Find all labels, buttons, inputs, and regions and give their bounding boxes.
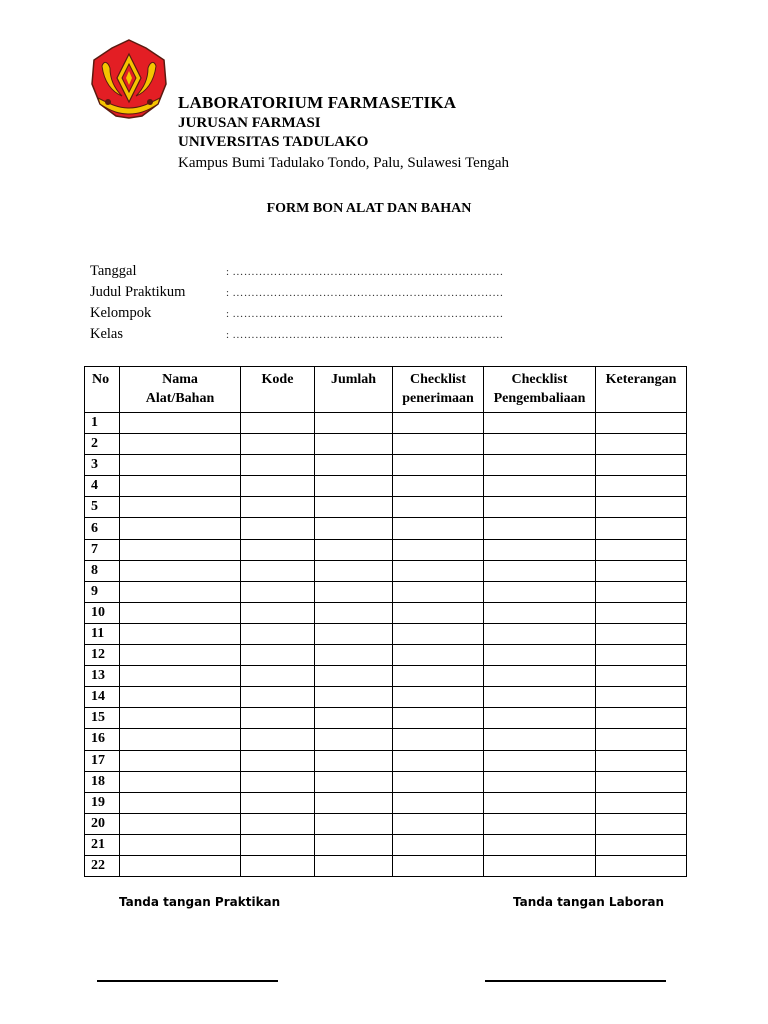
cell-jumlah <box>315 687 393 708</box>
cell-penerimaan <box>393 687 484 708</box>
cell-penerimaan <box>393 434 484 455</box>
form-title: FORM BON ALAT DAN BAHAN <box>266 201 472 216</box>
cell-kode <box>241 434 315 455</box>
letterhead <box>178 92 509 173</box>
cell-keterangan <box>596 581 687 602</box>
table-row <box>85 855 687 876</box>
cell-pengembalian <box>484 645 596 666</box>
cell-kode <box>241 413 315 434</box>
department-name: JURUSAN FARMASI <box>178 115 321 131</box>
university-logo <box>88 38 170 120</box>
header-checklist-pengembalian: Checklist Pengembaliaan <box>484 367 596 413</box>
cell-jumlah <box>315 476 393 497</box>
field-label: Kelompok <box>90 305 152 321</box>
cell-pengembalian <box>484 602 596 623</box>
cell-kode <box>241 729 315 750</box>
cell-jumlah <box>315 792 393 813</box>
table-row <box>85 497 687 518</box>
items-table <box>84 366 687 877</box>
cell-nama <box>120 539 241 560</box>
cell-jumlah <box>315 666 393 687</box>
cell-pengembalian <box>484 813 596 834</box>
table-row <box>85 666 687 687</box>
cell-nama <box>120 729 241 750</box>
row-number: 9 <box>85 581 120 602</box>
cell-keterangan <box>596 750 687 771</box>
row-number: 8 <box>85 560 120 581</box>
row-number: 2 <box>85 434 120 455</box>
cell-penerimaan <box>393 792 484 813</box>
cell-jumlah <box>315 750 393 771</box>
cell-pengembalian <box>484 560 596 581</box>
signature-line-praktikan <box>97 980 278 982</box>
cell-jumlah <box>315 455 393 476</box>
table-row <box>85 539 687 560</box>
cell-kode <box>241 581 315 602</box>
table-row <box>85 581 687 602</box>
cell-jumlah <box>315 834 393 855</box>
cell-penerimaan <box>393 539 484 560</box>
cell-jumlah <box>315 560 393 581</box>
cell-kode <box>241 813 315 834</box>
cell-pengembalian <box>484 729 596 750</box>
cell-pengembalian <box>484 623 596 644</box>
row-number: 7 <box>85 539 120 560</box>
cell-nama <box>120 476 241 497</box>
cell-kode <box>241 645 315 666</box>
cell-pengembalian <box>484 666 596 687</box>
header-nama-alat-bahan: Nama Alat/Bahan <box>120 367 241 413</box>
cell-keterangan <box>596 708 687 729</box>
field-blank: : ……………………………………………………………… <box>226 307 504 320</box>
signature-line-laboran <box>485 980 666 982</box>
table-row <box>85 455 687 476</box>
row-number: 1 <box>85 413 120 434</box>
field-kelompok <box>90 303 504 324</box>
cell-kode <box>241 708 315 729</box>
form-fields <box>90 261 504 345</box>
cell-kode <box>241 455 315 476</box>
cell-nama <box>120 497 241 518</box>
cell-penerimaan <box>393 560 484 581</box>
cell-nama <box>120 813 241 834</box>
cell-keterangan <box>596 813 687 834</box>
cell-kode <box>241 666 315 687</box>
cell-penerimaan <box>393 813 484 834</box>
cell-penerimaan <box>393 771 484 792</box>
table-row <box>85 708 687 729</box>
cell-kode <box>241 771 315 792</box>
cell-penerimaan <box>393 666 484 687</box>
cell-penerimaan <box>393 855 484 876</box>
cell-nama <box>120 687 241 708</box>
cell-penerimaan <box>393 602 484 623</box>
cell-pengembalian <box>484 834 596 855</box>
cell-penerimaan <box>393 750 484 771</box>
cell-kode <box>241 623 315 644</box>
lab-name: LABORATORIUM FARMASETIKA <box>178 93 457 112</box>
field-blank: : ……………………………………………………………… <box>226 286 504 299</box>
cell-kode <box>241 792 315 813</box>
cell-nama <box>120 645 241 666</box>
table-row <box>85 792 687 813</box>
table-row <box>85 687 687 708</box>
table-row <box>85 413 687 434</box>
cell-pengembalian <box>484 855 596 876</box>
signature-label-praktikan: Tanda tangan Praktikan <box>119 895 281 909</box>
field-judul-praktikum <box>90 282 504 303</box>
cell-keterangan <box>596 645 687 666</box>
cell-nama <box>120 455 241 476</box>
cell-penerimaan <box>393 497 484 518</box>
cell-keterangan <box>596 687 687 708</box>
cell-keterangan <box>596 855 687 876</box>
row-number: 19 <box>85 792 120 813</box>
row-number: 5 <box>85 497 120 518</box>
field-blank: : ……………………………………………………………… <box>226 328 504 341</box>
cell-pengembalian <box>484 792 596 813</box>
row-number: 17 <box>85 750 120 771</box>
cell-jumlah <box>315 645 393 666</box>
cell-kode <box>241 687 315 708</box>
cell-nama <box>120 623 241 644</box>
cell-jumlah <box>315 729 393 750</box>
header-kode: Kode <box>241 367 315 413</box>
cell-pengembalian <box>484 497 596 518</box>
cell-keterangan <box>596 455 687 476</box>
cell-pengembalian <box>484 413 596 434</box>
cell-pengembalian <box>484 434 596 455</box>
table-row <box>85 771 687 792</box>
cell-keterangan <box>596 560 687 581</box>
cell-kode <box>241 750 315 771</box>
table-row <box>85 434 687 455</box>
cell-kode <box>241 602 315 623</box>
field-label: Judul Praktikum <box>90 284 186 300</box>
cell-penerimaan <box>393 729 484 750</box>
cell-nama <box>120 792 241 813</box>
cell-keterangan <box>596 539 687 560</box>
table-row <box>85 813 687 834</box>
cell-keterangan <box>596 602 687 623</box>
cell-nama <box>120 560 241 581</box>
campus-address: Kampus Bumi Tadulako Tondo, Palu, Sulawesi Tengah <box>178 155 509 171</box>
row-number: 14 <box>85 687 120 708</box>
row-number: 6 <box>85 518 120 539</box>
cell-penerimaan <box>393 518 484 539</box>
row-number: 18 <box>85 771 120 792</box>
cell-pengembalian <box>484 476 596 497</box>
cell-pengembalian <box>484 687 596 708</box>
cell-kode <box>241 560 315 581</box>
cell-nama <box>120 855 241 876</box>
table-row <box>85 560 687 581</box>
cell-nama <box>120 750 241 771</box>
cell-penerimaan <box>393 623 484 644</box>
field-label: Tanggal <box>90 263 137 279</box>
cell-jumlah <box>315 581 393 602</box>
field-blank: : ……………………………………………………………… <box>226 265 504 278</box>
cell-pengembalian <box>484 539 596 560</box>
cell-penerimaan <box>393 645 484 666</box>
cell-jumlah <box>315 623 393 644</box>
cell-jumlah <box>315 771 393 792</box>
cell-kode <box>241 855 315 876</box>
cell-penerimaan <box>393 455 484 476</box>
cell-jumlah <box>315 413 393 434</box>
table-row <box>85 476 687 497</box>
table-row <box>85 834 687 855</box>
cell-nama <box>120 518 241 539</box>
table-row <box>85 729 687 750</box>
cell-kode <box>241 539 315 560</box>
table-row <box>85 623 687 644</box>
cell-jumlah <box>315 813 393 834</box>
cell-kode <box>241 476 315 497</box>
header-no: No <box>85 367 120 413</box>
row-number: 10 <box>85 602 120 623</box>
header-checklist-penerimaan: Checklist penerimaan <box>393 367 484 413</box>
cell-pengembalian <box>484 455 596 476</box>
cell-keterangan <box>596 729 687 750</box>
cell-penerimaan <box>393 581 484 602</box>
row-number: 15 <box>85 708 120 729</box>
cell-penerimaan <box>393 708 484 729</box>
cell-jumlah <box>315 518 393 539</box>
row-number: 13 <box>85 666 120 687</box>
university-name: UNIVERSITAS TADULAKO <box>178 134 369 150</box>
cell-nama <box>120 834 241 855</box>
row-number: 11 <box>85 623 120 644</box>
cell-keterangan <box>596 413 687 434</box>
cell-keterangan <box>596 834 687 855</box>
cell-keterangan <box>596 792 687 813</box>
cell-kode <box>241 834 315 855</box>
field-kelas <box>90 324 504 345</box>
cell-penerimaan <box>393 413 484 434</box>
cell-penerimaan <box>393 834 484 855</box>
field-tanggal <box>90 261 504 282</box>
cell-keterangan <box>596 476 687 497</box>
cell-nama <box>120 413 241 434</box>
cell-jumlah <box>315 539 393 560</box>
header-keterangan: Keterangan <box>596 367 687 413</box>
cell-kode <box>241 518 315 539</box>
cell-keterangan <box>596 434 687 455</box>
row-number: 12 <box>85 645 120 666</box>
cell-keterangan <box>596 518 687 539</box>
cell-nama <box>120 581 241 602</box>
cell-nama <box>120 666 241 687</box>
cell-jumlah <box>315 708 393 729</box>
field-label: Kelas <box>90 326 124 342</box>
row-number: 21 <box>85 834 120 855</box>
row-number: 3 <box>85 455 120 476</box>
row-number: 20 <box>85 813 120 834</box>
table-row <box>85 645 687 666</box>
table-row <box>85 518 687 539</box>
table-row <box>85 602 687 623</box>
cell-keterangan <box>596 623 687 644</box>
cell-nama <box>120 602 241 623</box>
row-number: 22 <box>85 855 120 876</box>
cell-keterangan <box>596 666 687 687</box>
table-header-row <box>85 367 687 413</box>
cell-jumlah <box>315 602 393 623</box>
cell-pengembalian <box>484 771 596 792</box>
cell-kode <box>241 497 315 518</box>
cell-nama <box>120 708 241 729</box>
cell-nama <box>120 434 241 455</box>
cell-pengembalian <box>484 518 596 539</box>
cell-keterangan <box>596 497 687 518</box>
header-jumlah: Jumlah <box>315 367 393 413</box>
cell-penerimaan <box>393 476 484 497</box>
cell-keterangan <box>596 771 687 792</box>
cell-pengembalian <box>484 708 596 729</box>
cell-pengembalian <box>484 750 596 771</box>
cell-jumlah <box>315 434 393 455</box>
cell-nama <box>120 771 241 792</box>
cell-jumlah <box>315 497 393 518</box>
row-number: 16 <box>85 729 120 750</box>
cell-jumlah <box>315 855 393 876</box>
row-number: 4 <box>85 476 120 497</box>
cell-pengembalian <box>484 581 596 602</box>
table-row <box>85 750 687 771</box>
signature-label-laboran: Tanda tangan Laboran <box>513 895 665 909</box>
